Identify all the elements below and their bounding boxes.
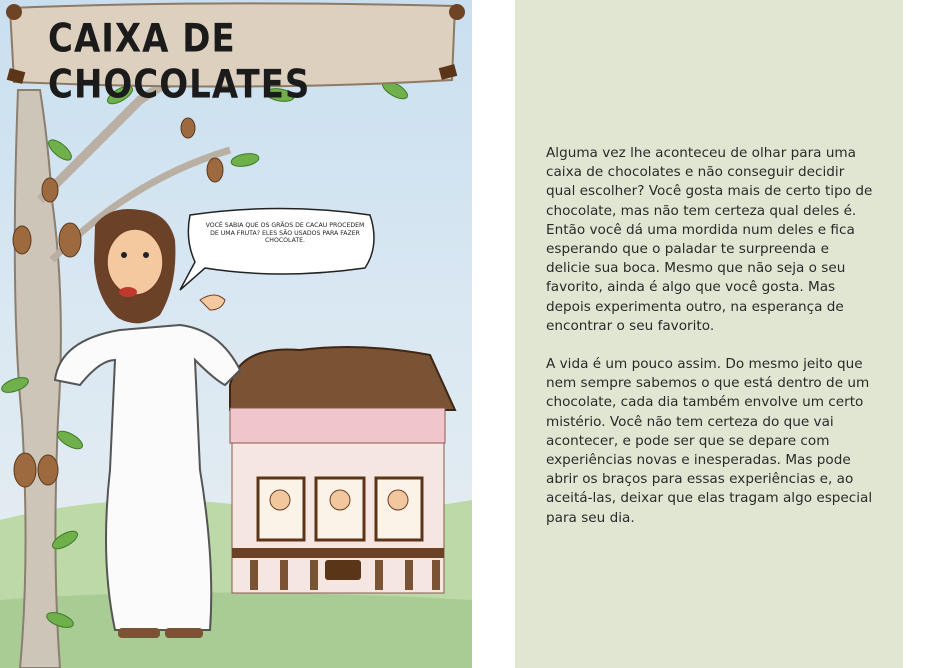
paragraph: A vida é um pouco assim. Do mesmo jeito que nem sempre sabemos o que está dentro de um chocolate, cada dia também envolve um certo mistério. Você não tem certeza do que vai acontecer, e pode ser que se depare com experiências novas e inesperadas. Mas pode abrir os braços para essas experiências e, ao aceitá-las, deixar que elas tragam algo especial para seu dia. <box>546 356 873 526</box>
chocolate-house <box>230 347 455 593</box>
page-title: CAIXA DE CHOCOLATES <box>48 16 311 108</box>
paragraph: Alguma vez lhe aconteceu de olhar para uma caixa de chocolates e não conseguir decidir qual escolher? Você gosta mais de certo tipo de chocolate, mas não tem certeza qual deles é. Então você dá uma mordida num deles e fica esperando que o paladar te surpreenda e delicie sua boca. Mesmo que não seja o seu favorito, ainda é algo que você gosta. Mas depois experimenta outro, na esperança de encontrar o seu favorito. <box>546 145 873 334</box>
speech-bubble-text: VOCÊ SABIA QUE OS GRÃOS DE CACAU PROCEDEM DE UMA FRUTA? ELES SÃO USADOS PARA FAZER CHOCOLATE. <box>205 222 365 245</box>
right-page <box>515 0 903 668</box>
speech-bubble <box>180 209 374 291</box>
chocolate-bar-sign <box>325 560 361 580</box>
house-roof <box>230 347 455 410</box>
character-face <box>107 229 163 295</box>
body-text <box>546 144 876 547</box>
left-page-illustration <box>0 0 472 668</box>
